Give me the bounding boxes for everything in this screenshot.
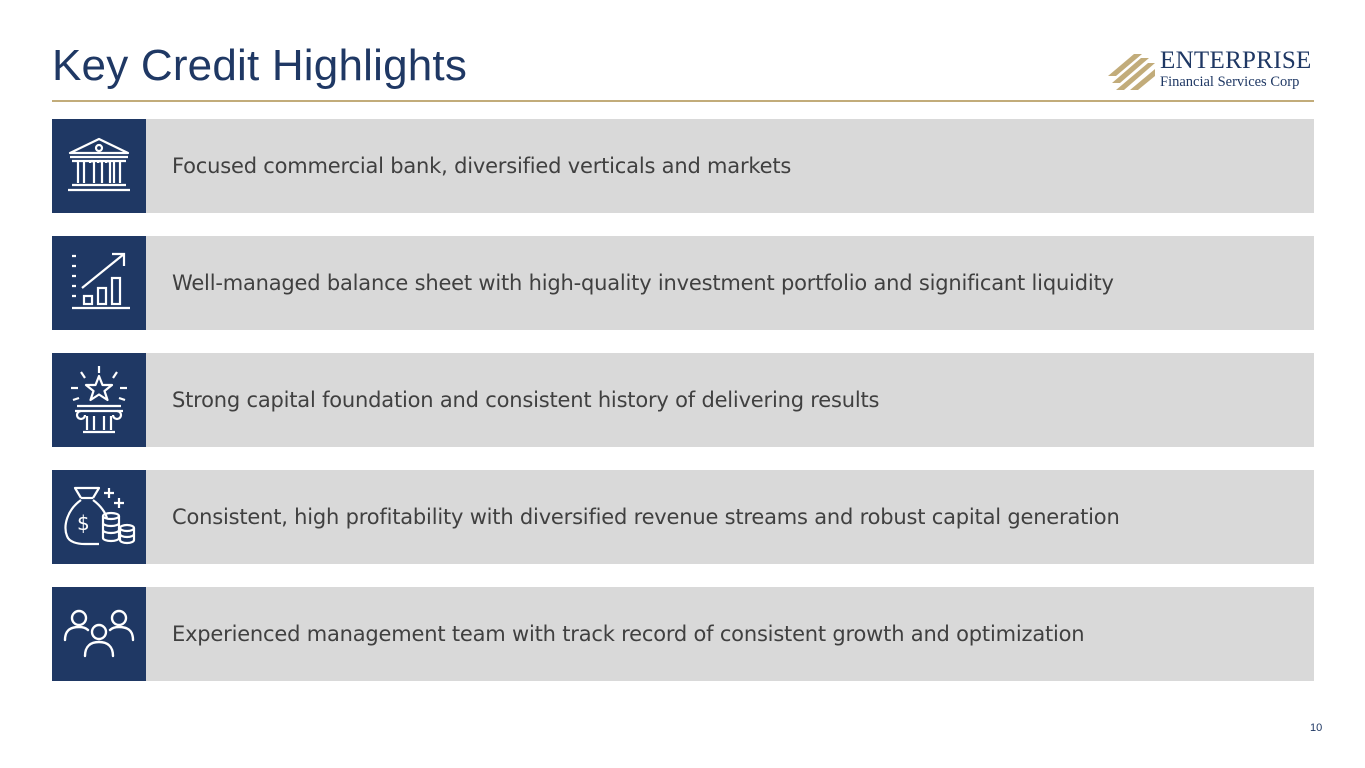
highlight-row xyxy=(52,119,1314,213)
highlight-text: Experienced management team with track record of consistent growth and optimization xyxy=(172,622,1085,646)
highlight-row xyxy=(52,587,1314,681)
page-number: 10 xyxy=(1310,722,1323,734)
growth-chart-icon xyxy=(66,250,132,316)
icon-tile xyxy=(52,470,146,564)
highlight-text: Focused commercial bank, diversified verticals and markets xyxy=(172,154,792,178)
highlight-row xyxy=(52,470,1314,564)
logo-name: ENTERPRISE xyxy=(1160,47,1312,74)
money-bag-icon xyxy=(59,482,139,552)
highlight-row xyxy=(52,353,1314,447)
icon-tile xyxy=(52,587,146,681)
logo-subname: Financial Services Corp xyxy=(1160,74,1300,90)
highlight-row xyxy=(52,236,1314,330)
title-divider xyxy=(52,100,1314,102)
team-icon xyxy=(59,608,139,660)
star-pillar-icon xyxy=(67,364,131,436)
company-logo xyxy=(1108,47,1318,94)
highlight-text: Well-managed balance sheet with high-quality investment portfolio and significant liquidity xyxy=(172,271,1114,295)
highlights-list xyxy=(52,119,1314,704)
page-title: Key Credit Highlights xyxy=(52,41,468,90)
svg-text:$: $ xyxy=(77,511,90,535)
icon-tile xyxy=(52,353,146,447)
icon-tile xyxy=(52,236,146,330)
highlight-text: Strong capital foundation and consistent history of delivering results xyxy=(172,388,880,412)
icon-tile xyxy=(52,119,146,213)
bank-icon xyxy=(66,135,132,197)
logo-mark-icon xyxy=(1108,50,1156,92)
highlight-text: Consistent, high profitability with diversified revenue streams and robust capital generation xyxy=(172,505,1120,529)
